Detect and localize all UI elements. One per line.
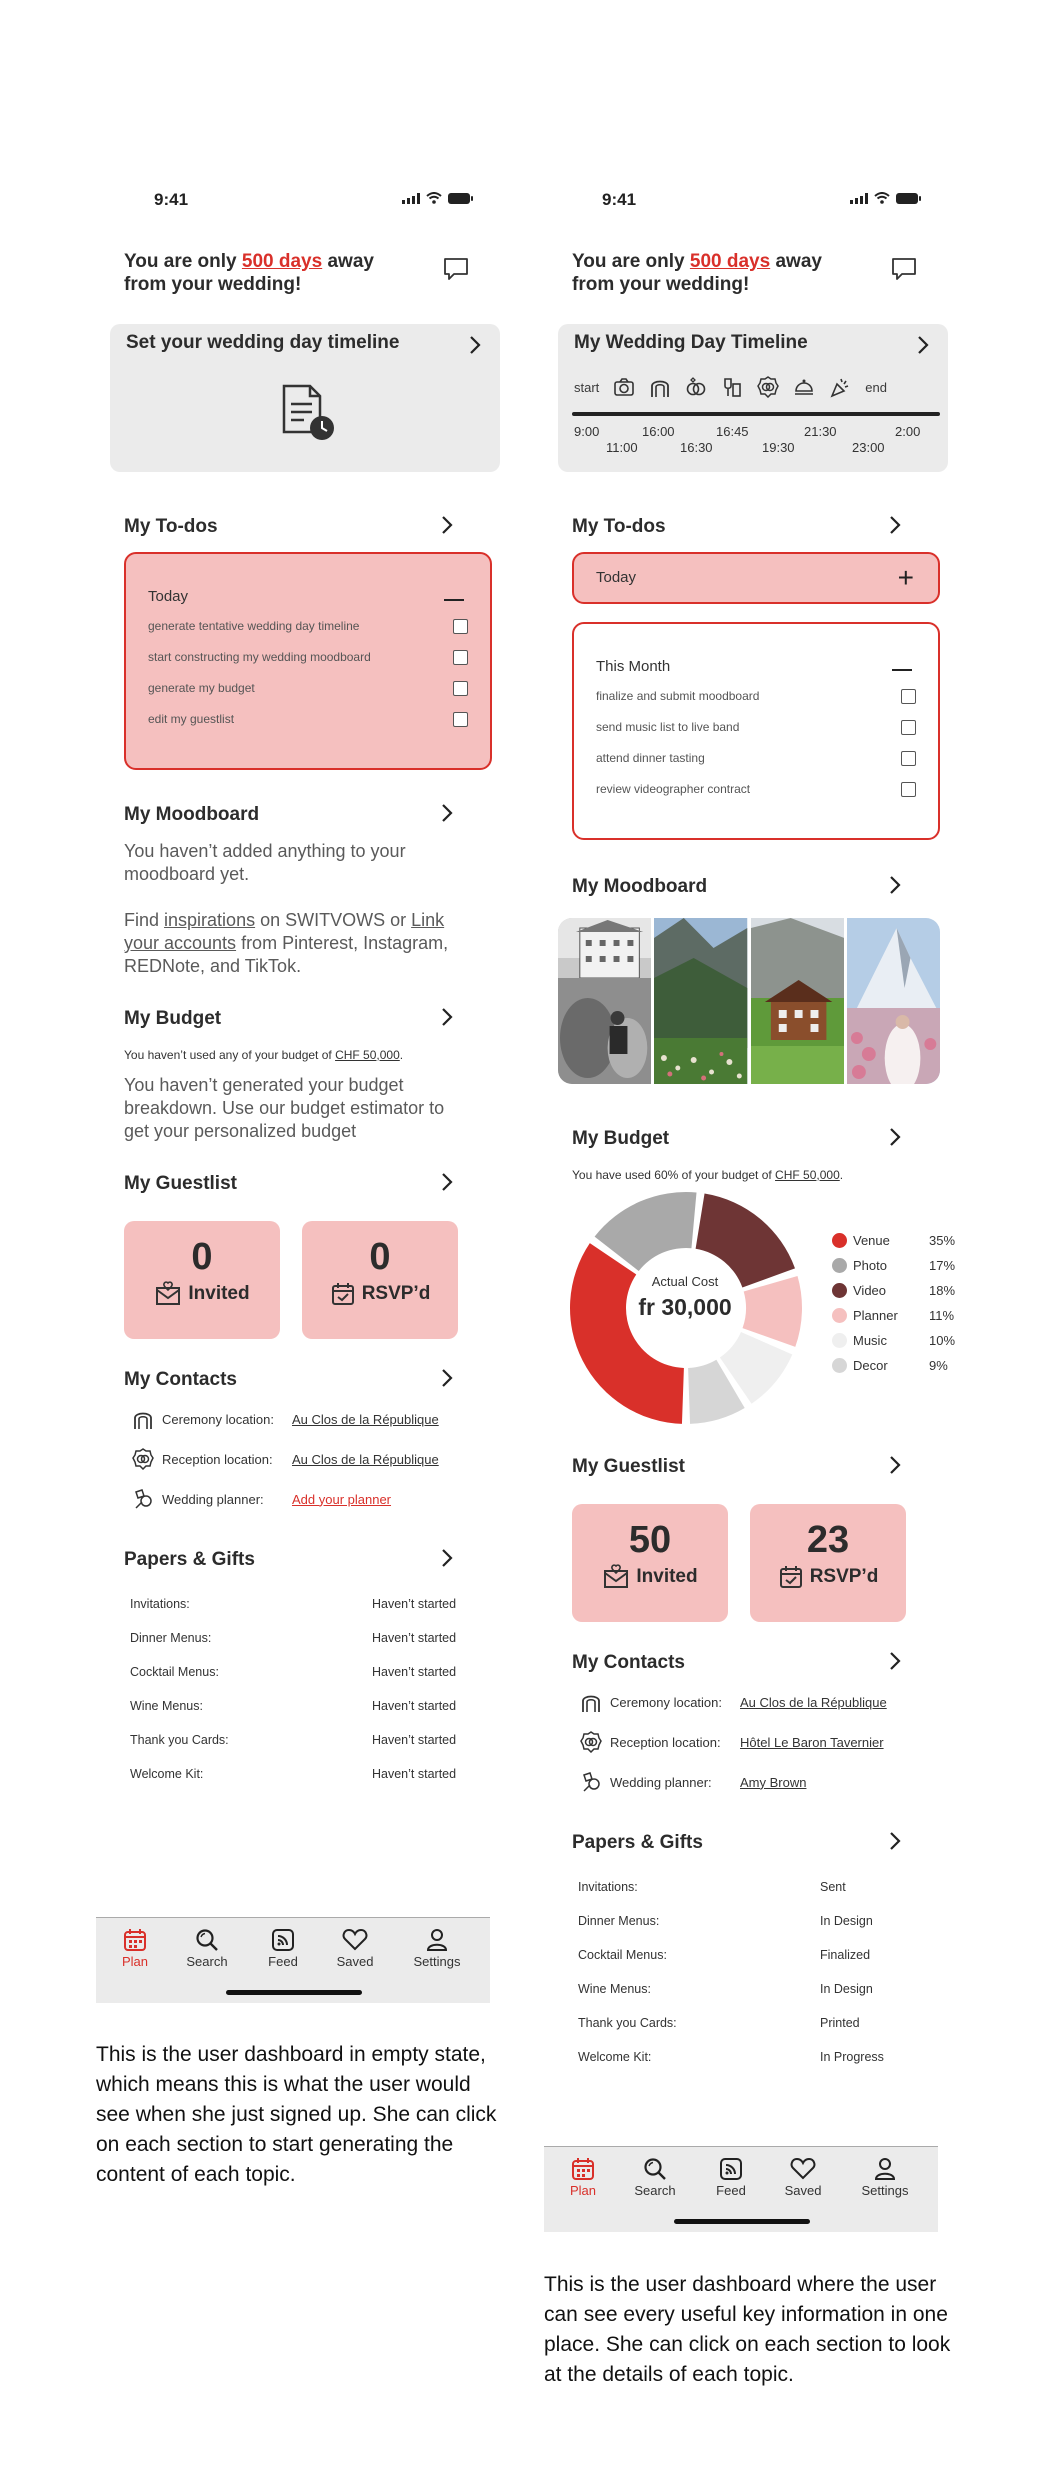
tab-search[interactable]: Search	[620, 2157, 690, 2198]
timeline-start-label: start	[574, 379, 600, 395]
countdown-headline: You are only 500 days away from your wedding!	[572, 251, 822, 295]
table-row[interactable]: Wine Menus: In Design	[578, 1982, 873, 1996]
table-row[interactable]: Dinner Menus: Haven’t started	[130, 1631, 457, 1645]
budget-header[interactable]	[572, 1114, 924, 1158]
list-item: finalize and submit moodboard	[596, 687, 916, 718]
calendar-icon	[123, 1928, 147, 1952]
chevron-right-icon[interactable]	[440, 1006, 454, 1028]
donut-center-label: Actual Cost	[651, 1274, 719, 1289]
phone-empty-state	[100, 180, 500, 1793]
papers-title: Papers & Gifts	[124, 1549, 255, 1570]
chevron-right-icon[interactable]	[440, 1547, 454, 1569]
legend-label: Planner	[853, 1308, 898, 1323]
papers-header[interactable]	[124, 1535, 476, 1579]
todo-list	[574, 675, 938, 811]
table-row[interactable]: Thank you Cards: Printed	[578, 2016, 860, 2030]
moodboard-section	[100, 790, 500, 978]
legend-label: Decor	[853, 1358, 888, 1373]
moodboard-find-text: Find inspirations on SWITVOWS or Link your accounts from Pinterest, Instagram, REDNote, and TikTok.	[124, 910, 449, 976]
month-label[interactable]: This Month	[574, 624, 938, 675]
legend-item-video	[832, 1278, 955, 1303]
rsvp-card[interactable]	[750, 1504, 906, 1622]
table-row[interactable]: Wine Menus: Haven’t started	[130, 1699, 457, 1713]
celebration-icon	[829, 376, 851, 398]
tab-saved[interactable]: Saved	[768, 2157, 838, 2198]
budget-empty-text: You haven’t generated your budget breakdown. Use our budget estimator to get your personalized budget	[124, 1075, 445, 1141]
timeline-end-label: end	[865, 379, 887, 395]
invited-label: Invited	[188, 1283, 250, 1304]
papers-section	[548, 1818, 948, 2076]
calendar-check-icon	[778, 1564, 804, 1590]
search-icon	[643, 2157, 667, 2181]
rings-badge-icon	[757, 376, 779, 398]
contact-row-reception: Reception location: Au Clos de la République	[124, 1439, 476, 1479]
legend-value: 11%	[929, 1308, 955, 1323]
legend-label: Photo	[853, 1258, 887, 1273]
signal-icon	[402, 193, 420, 204]
donut-svg	[566, 1188, 806, 1428]
phone-filled-state	[548, 180, 956, 2076]
legend-label: Video	[853, 1283, 887, 1298]
contacts-title: My Contacts	[572, 1652, 685, 1673]
checkbox[interactable]	[453, 712, 468, 727]
legend-item-decor	[832, 1353, 955, 1378]
calendar-icon	[571, 2157, 595, 2181]
timeline-times: 9:00 16:00 16:45 21:30 2:00 11:00 16:30 19:30 23:00	[574, 424, 921, 455]
contact-row-ceremony: Ceremony location: Au Clos de la République	[124, 1399, 476, 1439]
chevron-right-icon[interactable]	[440, 802, 454, 824]
invited-count: 0	[191, 1236, 213, 1278]
donut-slice-planner[interactable]	[743, 1276, 802, 1347]
guest-cards	[572, 1504, 924, 1622]
rings-badge-icon	[132, 1448, 154, 1470]
moodboard-images[interactable]	[558, 918, 940, 1084]
budget-donut-chart	[572, 1188, 956, 1428]
signal-icon	[850, 193, 868, 204]
list-item: start constructing my wedding moodboard	[148, 648, 468, 679]
planner-icon	[132, 1488, 154, 1510]
guestlist-title: My Guestlist	[572, 1456, 685, 1477]
collapse-icon[interactable]	[892, 669, 912, 671]
checkbox[interactable]	[453, 650, 468, 665]
envelope-heart-icon	[154, 1281, 182, 1307]
todos-title: My To-dos	[124, 516, 218, 537]
chevron-right-icon[interactable]	[440, 514, 454, 536]
budget-section	[100, 994, 500, 1143]
guestlist-header[interactable]	[124, 1159, 476, 1203]
rsvp-label: RSVP’d	[809, 1566, 879, 1587]
calendar-check-icon	[330, 1281, 356, 1307]
budget-title: My Budget	[572, 1128, 670, 1149]
wifi-icon	[874, 192, 890, 204]
moodboard-empty-text: You haven’t added anything to your moodboard yet.	[124, 841, 406, 884]
status-time: 9:41	[154, 190, 189, 209]
tab-bar	[96, 1917, 490, 2003]
contact-row-ceremony: Ceremony location: Au Clos de la République	[572, 1682, 924, 1722]
rsvp-count: 23	[806, 1519, 850, 1561]
chevron-right-icon[interactable]	[888, 874, 902, 896]
papers-header[interactable]	[572, 1818, 924, 1862]
chevron-right-icon[interactable]	[888, 1126, 902, 1148]
legend-swatch	[832, 1358, 847, 1373]
checkbox[interactable]	[901, 720, 916, 735]
home-indicator	[226, 1990, 362, 1995]
legend-swatch	[832, 1258, 847, 1273]
drinks-icon	[721, 376, 743, 398]
table-row[interactable]: Invitations: Haven’t started	[130, 1597, 457, 1611]
tab-feed[interactable]: Feed	[696, 2157, 766, 2198]
moodboard-section	[548, 862, 948, 1084]
timeline-card[interactable]	[110, 324, 500, 472]
papers-list	[572, 1872, 924, 2076]
table-row[interactable]: Welcome Kit: In Progress	[578, 2050, 884, 2064]
guestlist-header[interactable]	[572, 1442, 924, 1486]
moodboard-image-valley[interactable]	[654, 918, 747, 1084]
arch-icon	[132, 1408, 154, 1430]
budget-title: My Budget	[124, 1008, 222, 1029]
caption-filled: This is the user dashboard where the user can see every useful key information in one place. She can click on each section to look at the details of each topic.	[544, 2273, 951, 2386]
moodboard-header[interactable]	[572, 862, 924, 906]
timeline-title: My Wedding Day Timeline	[574, 332, 808, 353]
status-bar	[548, 180, 948, 228]
contacts-title: My Contacts	[124, 1369, 237, 1390]
rsvp-card[interactable]	[302, 1221, 458, 1339]
ceremony-location-link[interactable]: Au Clos de la République	[292, 1411, 439, 1427]
list-item: generate my budget	[148, 679, 468, 710]
rsvp-label: RSVP’d	[361, 1283, 431, 1304]
contacts-section	[100, 1355, 500, 1519]
arch-icon	[649, 376, 671, 398]
legend-item-photo	[832, 1253, 955, 1278]
add-planner-link[interactable]: Add your planner	[292, 1491, 392, 1507]
budget-amount[interactable]: CHF 50,000	[335, 1048, 400, 1062]
invited-label: Invited	[636, 1566, 698, 1587]
rings-icon	[685, 376, 707, 398]
status-icons	[402, 192, 470, 204]
arch-icon	[580, 1691, 602, 1713]
caption-empty: This is the user dashboard in empty state, which means this is what the user would see when she just signed up. She can click on each section to start generating the content of each topic.	[96, 2043, 497, 2186]
invited-card[interactable]	[124, 1221, 280, 1339]
chevron-right-icon[interactable]	[888, 1454, 902, 1476]
today-todo-box[interactable]	[572, 552, 940, 604]
legend-swatch	[832, 1233, 847, 1248]
moodboard-title: My Moodboard	[572, 876, 708, 897]
todos-title: My To-dos	[572, 516, 666, 537]
todos-section	[548, 502, 948, 840]
status-time: 9:41	[602, 190, 637, 209]
table-row[interactable]: Cocktail Menus: Finalized	[578, 1948, 871, 1962]
tab-bar	[544, 2146, 938, 2232]
days-count: 500 days	[689, 251, 771, 272]
timeline-icons	[574, 376, 887, 398]
invited-count: 50	[628, 1519, 672, 1561]
tab-settings[interactable]: Settings	[850, 2157, 920, 2198]
todo-list	[126, 605, 490, 741]
feed-icon	[271, 1928, 295, 1952]
checkbox[interactable]	[901, 751, 916, 766]
guest-cards	[124, 1221, 476, 1339]
planner-link[interactable]: Amy Brown	[740, 1774, 807, 1790]
list-item: edit my guestlist	[148, 710, 468, 741]
legend-item-planner	[832, 1303, 955, 1328]
legend-value: 35%	[929, 1233, 956, 1248]
legend-swatch	[832, 1308, 847, 1323]
moodboard-title: My Moodboard	[124, 804, 260, 825]
today-label[interactable]: Today	[126, 554, 490, 605]
contacts-header[interactable]	[572, 1638, 924, 1682]
home-indicator	[674, 2219, 810, 2224]
chevron-right-icon[interactable]	[888, 514, 902, 536]
countdown-headline: You are only 500 days away from your wedding!	[124, 251, 374, 295]
search-icon	[195, 1928, 219, 1952]
chat-icon[interactable]	[442, 256, 470, 282]
budget-header[interactable]	[124, 994, 476, 1038]
legend-value: 9%	[929, 1358, 948, 1373]
list-item: generate tentative wedding day timeline	[148, 617, 468, 648]
camera-icon	[613, 376, 635, 398]
days-count: 500 days	[241, 251, 323, 272]
collapse-icon[interactable]	[444, 599, 464, 601]
tab-plan[interactable]: Plan	[100, 1928, 170, 1969]
donut-slice-venue[interactable]	[570, 1243, 684, 1424]
todos-header[interactable]	[124, 502, 476, 546]
status-bar	[100, 180, 500, 228]
chevron-right-icon[interactable]	[888, 1830, 902, 1852]
tab-saved[interactable]: Saved	[320, 1928, 390, 1969]
budget-used-text: You have used 60% of your budget of CHF 50,000.	[572, 1168, 844, 1182]
table-row[interactable]: Welcome Kit: Haven’t started	[130, 1767, 457, 1781]
contact-row-reception: Reception location: Hôtel Le Baron Tavernier	[572, 1722, 924, 1762]
chevron-right-icon[interactable]	[468, 334, 482, 356]
legend-label: Music	[853, 1333, 887, 1348]
tab-settings[interactable]: Settings	[402, 1928, 472, 1969]
chevron-right-icon[interactable]	[440, 1367, 454, 1389]
table-row[interactable]: Invitations: Sent	[578, 1880, 846, 1894]
timeline-title: Set your wedding day timeline	[126, 332, 400, 353]
chevron-right-icon[interactable]	[440, 1171, 454, 1193]
legend-value: 17%	[929, 1258, 956, 1273]
donut-center-value: fr 30,000	[638, 1294, 732, 1320]
status-icons	[850, 192, 918, 204]
countdown-header	[100, 228, 500, 324]
invited-card[interactable]	[572, 1504, 728, 1622]
tab-plan[interactable]: Plan	[548, 2157, 618, 2198]
timeline-bar	[572, 412, 940, 416]
moodboard-image-chalet[interactable]	[751, 918, 844, 1084]
battery-icon	[896, 193, 918, 204]
reception-location-link[interactable]: Au Clos de la République	[292, 1451, 439, 1467]
todos-section	[100, 502, 500, 770]
feed-icon	[719, 2157, 743, 2181]
table-row[interactable]: Dinner Menus: In Design	[578, 1914, 873, 1928]
rings-badge-icon	[580, 1731, 602, 1753]
table-row[interactable]: Cocktail Menus: Haven’t started	[130, 1665, 457, 1679]
planner-icon	[580, 1771, 602, 1793]
legend-swatch	[832, 1283, 847, 1298]
budget-used-text: You haven’t used any of your budget of CHF 50,000.	[124, 1048, 404, 1062]
tab-search[interactable]: Search	[172, 1928, 242, 1969]
chart-legend	[832, 1228, 955, 1378]
today-label: Today	[596, 569, 637, 586]
guestlist-section	[100, 1159, 500, 1339]
document-clock-icon	[278, 382, 338, 444]
tab-feed[interactable]: Feed	[248, 1928, 318, 1969]
today-todo-box	[124, 552, 492, 770]
reception-location-link[interactable]: Hôtel Le Baron Tavernier	[740, 1734, 884, 1750]
chat-icon[interactable]	[890, 256, 918, 282]
contacts-section	[548, 1638, 948, 1802]
month-todo-box	[572, 622, 940, 840]
contacts-header[interactable]	[124, 1355, 476, 1399]
chevron-right-icon[interactable]	[888, 1650, 902, 1672]
list-item: attend dinner tasting	[596, 749, 916, 780]
heart-icon	[790, 2157, 816, 2181]
rsvp-count: 0	[369, 1236, 391, 1278]
chevron-right-icon[interactable]	[916, 334, 930, 356]
legend-item-music	[832, 1328, 955, 1353]
countdown-header	[548, 228, 948, 324]
battery-icon	[448, 193, 470, 204]
wifi-icon	[426, 192, 442, 204]
link-accounts-link[interactable]: Link your accounts	[124, 910, 445, 953]
checkbox[interactable]	[453, 619, 468, 634]
list-item: review videographer contract	[596, 780, 916, 811]
legend-swatch	[832, 1333, 847, 1348]
dinner-icon	[793, 376, 815, 398]
legend-item-venue	[832, 1228, 955, 1253]
moodboard-image-hotel[interactable]	[558, 918, 651, 1084]
contact-row-planner: Wedding planner: Amy Brown	[572, 1762, 924, 1802]
legend-label: Venue	[853, 1233, 890, 1248]
expand-icon[interactable]: +	[897, 562, 914, 593]
checkbox[interactable]	[901, 689, 916, 704]
heart-icon	[342, 1928, 368, 1952]
list-item: send music list to live band	[596, 718, 916, 749]
papers-section	[100, 1535, 500, 1793]
inspirations-link[interactable]: inspirations	[164, 910, 256, 930]
timeline-card[interactable]	[558, 324, 948, 472]
moodboard-image-matterhorn[interactable]	[847, 918, 940, 1084]
moodboard-header[interactable]	[124, 790, 476, 834]
legend-value: 10%	[929, 1333, 956, 1348]
papers-list	[124, 1589, 476, 1793]
user-icon	[425, 1928, 449, 1952]
papers-title: Papers & Gifts	[572, 1832, 703, 1853]
user-icon	[873, 2157, 897, 2181]
guestlist-section	[548, 1442, 948, 1622]
todos-header[interactable]	[572, 502, 924, 546]
legend-value: 18%	[929, 1283, 956, 1298]
budget-amount[interactable]: CHF 50,000	[775, 1168, 840, 1182]
ceremony-location-link[interactable]: Au Clos de la République	[740, 1694, 887, 1710]
table-row[interactable]: Thank you Cards: Haven’t started	[130, 1733, 457, 1747]
checkbox[interactable]	[453, 681, 468, 696]
guestlist-title: My Guestlist	[124, 1173, 237, 1194]
checkbox[interactable]	[901, 782, 916, 797]
budget-section	[548, 1114, 956, 1428]
envelope-heart-icon	[602, 1564, 630, 1590]
contact-row-planner: Wedding planner: Add your planner	[124, 1479, 476, 1519]
